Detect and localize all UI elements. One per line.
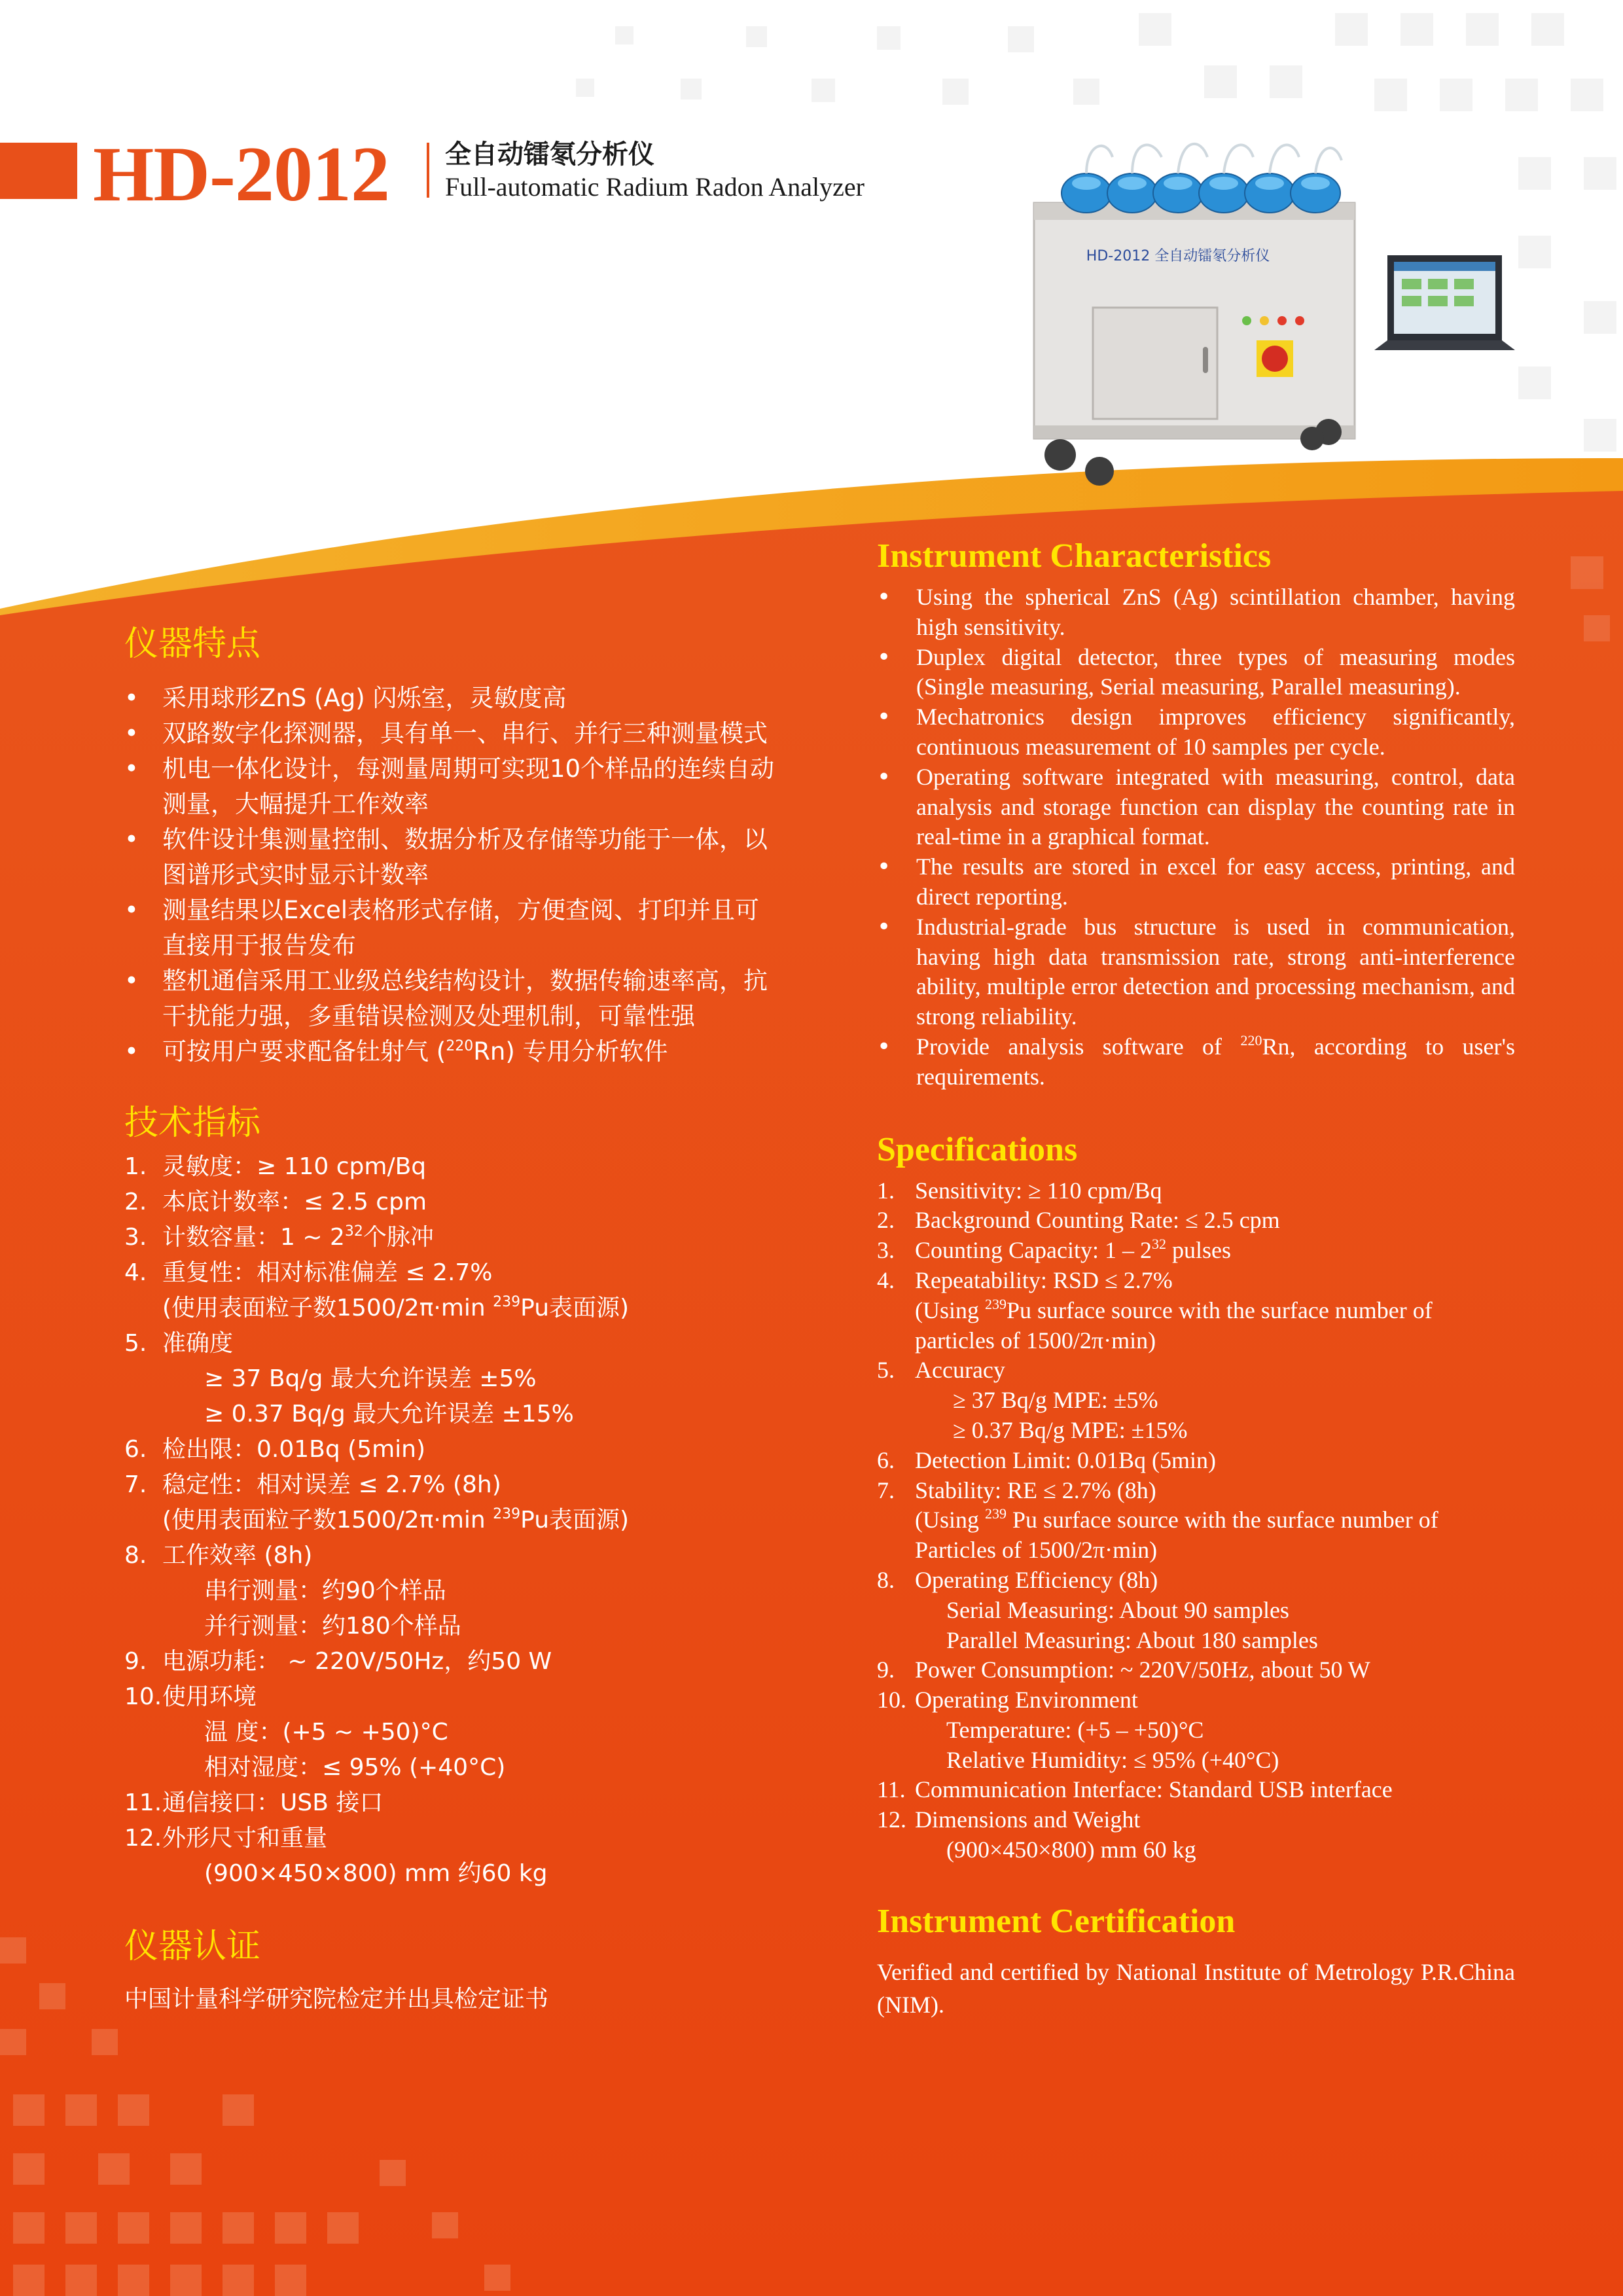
item-number: 1. [124,1153,147,1180]
spec-text: 稳定性：相对误差 ≤ 2.7% (8h) [162,1471,501,1498]
spec-subitem: ≥ 0.37 Bq/g 最大允许误差 ±15% [204,1401,574,1427]
certification-text-en: Verified and certified by National Institute of Metrology P.R.China (NIM). [877,1958,1515,2018]
spec-subitem: Parallel Measuring: About 180 samples [946,1626,1318,1653]
feature-item: • Using the spherical ZnS (Ag) scintillation chamber, having high sensitivity. [877,583,1515,643]
spec-text: Stability: RE ≤ 2.7% (8h) [915,1477,1156,1503]
item-number: 10. [877,1687,906,1713]
spec-item [877,1446,1515,1476]
spec-text: (使用表面粒子数1500/2π·min [162,1507,493,1534]
spec-subitem: (900×450×800) mm 约60 kg [204,1860,548,1887]
product-title-zh: 全自动镭氡分析仪 [445,139,654,170]
spec-item [877,1566,1515,1596]
item-number: 2. [877,1207,895,1234]
item-number: 11. [124,1789,162,1816]
spec-subitem: 并行测量：约180个样品 [204,1613,461,1640]
spec-item [124,1432,779,1467]
product-label: HD-2012 全自动镭氡分析仪 [1086,248,1270,264]
spec-text: pulses [1166,1237,1231,1264]
item-number: 11. [877,1776,906,1803]
certification-heading-zh: 仪器认证 [124,1927,261,1966]
spec-subitem: 串行测量：约90个样品 [204,1577,446,1604]
item-number: 8. [877,1566,895,1593]
spec-text: Operating Environment [915,1687,1138,1713]
feature-item: • Duplex digital detector, three types of measuring modes (Single measuring, Serial measuring, Parallel measuring). [877,643,1515,703]
features-list-zh [124,681,779,1069]
specs-list-en [877,1176,1515,1865]
text-part: Rn) 专用分析软件 [473,1037,668,1066]
spec-item [124,1785,779,1821]
text-part: Rn, according to user's requirements. [916,1033,1515,1090]
superscript: 220 [1240,1031,1262,1049]
spec-note: Particles of 1500/2π·min) [915,1537,1158,1564]
spec-item [877,1355,1515,1386]
feature-item: • 整机通信采用工业级总线结构设计，数据传输速率高，抗干扰能力强，多重错误检测及处理机制，可靠性强 [124,963,779,1034]
spec-text: Background Counting Rate: ≤ 2.5 cpm [915,1207,1280,1234]
product-photo [1021,131,1531,497]
specs-heading-en: Specifications [877,1130,1078,1168]
feature-item: • The results are stored in excel for easy access, printing, and direct reporting. [877,852,1515,912]
item-number: 3. [877,1237,895,1264]
spec-text: 重复性：相对标准偏差 ≤ 2.7% [162,1259,493,1286]
item-number: 5. [124,1330,147,1357]
spec-text: 使用环境 [162,1683,257,1710]
feature-item: • 机电一体化设计，每测量周期可实现10个样品的连续自动测量，大幅提升工作效率 [124,751,779,822]
spec-text: 工作效率 (8h) [162,1542,313,1569]
item-number: 4. [877,1266,895,1293]
item-number: 10. [124,1683,162,1710]
spec-subitem: ≥ 37 Bq/g 最大允许误差 ±5% [204,1365,537,1392]
spec-text: Communication Interface: Standard USB interface [915,1776,1393,1803]
feature-item: • 软件设计集测量控制、数据分析及存储等功能于一体，以图谱形式实时显示计数率 [124,822,779,893]
chinese-column [124,618,779,2017]
specs-list-zh [124,1149,779,1892]
spec-text: 计数容量：1 ~ 2 [162,1224,345,1251]
spec-text: Pu表面源) [520,1507,630,1534]
feature-item: • Mechatronics design improves efficiency significantly, continuous measurement of 10 samples per cycle. [877,702,1515,762]
spec-note [877,1505,1515,1535]
spec-subitem: Relative Humidity: ≤ 95% (+40°C) [946,1746,1279,1773]
item-number: 7. [124,1471,147,1498]
spec-item [877,1176,1515,1206]
item-number: 9. [124,1648,147,1675]
spec-text: (Using [915,1297,985,1323]
item-number: 12. [877,1806,906,1833]
spec-text: Pu surface source with the surface number of [1007,1507,1438,1534]
spec-note [124,1291,779,1326]
spec-text: 个脉冲 [363,1224,434,1251]
spec-item [124,1821,779,1856]
spec-item [124,1538,779,1573]
features-heading-en: Instrument Characteristics [877,537,1272,575]
superscript: 32 [344,1223,363,1240]
specs-heading-zh: 技术指标 [124,1103,261,1143]
spec-subitem: ≥ 0.37 Bq/g MPE: ±15% [953,1416,1188,1443]
feature-item: • 采用球形ZnS (Ag) 闪烁室，灵敏度高 [124,681,779,716]
feature-item: • Industrial-grade bus structure is used in communication, having high data transmission rate, strong anti-interference ability, multiple error detection and processing mechanism, and strong reliability. [877,912,1515,1032]
spec-text: Dimensions and Weight [915,1806,1141,1833]
model-number: HD-2012 [93,130,389,217]
spec-text: Counting Capacity: 1 – 2 [915,1237,1152,1264]
features-heading-zh: 仪器特点 [124,624,261,664]
english-column [877,530,1515,2021]
spec-item [124,1326,779,1361]
spec-item [877,1775,1515,1805]
spec-item [124,1467,779,1503]
text-part: 可按用户要求配备钍射气 ( [162,1037,446,1066]
spec-note [124,1503,779,1538]
spec-item [124,1644,779,1679]
item-number: 7. [877,1477,895,1503]
spec-text: 本底计数率：≤ 2.5 cpm [162,1189,427,1215]
item-number: 3. [124,1224,147,1251]
feature-item: • 双路数字化探测器，具有单一、串行、并行三种测量模式 [124,716,779,751]
spec-item [877,1206,1515,1236]
spec-text: (使用表面粒子数1500/2π·min [162,1295,493,1321]
spec-item [877,1655,1515,1685]
spec-note: particles of 1500/2π·min) [915,1327,1156,1354]
spec-item [877,1805,1515,1835]
item-number: 8. [124,1542,147,1569]
spec-text: 灵敏度：≥ 110 cpm/Bq [162,1153,427,1180]
certification-heading-en: Instrument Certification [877,1902,1236,1940]
spec-item [877,1266,1515,1296]
superscript: 239 [985,1505,1007,1522]
spec-subitem: 相对湿度：≤ 95% (+40°C) [204,1754,506,1781]
spec-subitem: Serial Measuring: About 90 samples [946,1596,1289,1623]
feature-item [124,1034,779,1069]
item-number: 4. [124,1259,147,1286]
spec-item [124,1679,779,1715]
text-part: Provide analysis software of [916,1033,1241,1060]
spec-subitem: (900×450×800) mm 60 kg [946,1837,1196,1863]
spec-text: Operating Efficiency (8h) [915,1566,1158,1593]
spec-text: Repeatability: RSD ≤ 2.7% [915,1266,1173,1293]
spec-subitem: 温 度：(+5 ~ +50)°C [204,1719,448,1746]
item-number: 5. [877,1357,895,1384]
spec-item [124,1255,779,1291]
superscript: 220 [446,1038,474,1054]
superscript: 239 [985,1295,1007,1312]
header-accent-block [0,143,77,199]
feature-item: • Operating software integrated with measuring, control, data analysis and storage function can display the counting rate in real-time in a graphical format. [877,762,1515,852]
item-number: 6. [877,1446,895,1473]
spec-text: Accuracy [915,1357,1005,1384]
feature-item: • 测量结果以Excel表格形式存储，方便查阅、打印并且可直接用于报告发布 [124,893,779,963]
superscript: 32 [1151,1236,1166,1253]
spec-text: Sensitivity: ≥ 110 cpm/Bq [915,1177,1162,1204]
spec-text: 准确度 [162,1330,234,1357]
spec-text: 通信接口：USB 接口 [162,1789,383,1816]
item-number: 1. [877,1177,895,1204]
spec-text: 外形尺寸和重量 [162,1825,328,1852]
spec-text: Power Consumption: ~ 220V/50Hz, about 50 W [915,1657,1370,1683]
spec-text: (Using [915,1507,985,1534]
superscript: 239 [493,1506,521,1522]
product-title-en: Full-automatic Radium Radon Analyzer [445,172,865,202]
certification-text-zh: 中国计量科学研究院检定并出具检定证书 [124,1986,549,2013]
title-divider [427,143,429,198]
spec-note [877,1296,1515,1326]
features-list-en [877,583,1515,1092]
item-number: 2. [124,1189,147,1215]
spec-text: Pu表面源) [520,1295,630,1321]
spec-item [124,1220,779,1255]
spec-text: Pu surface source with the surface number of [1007,1297,1433,1323]
spec-subitem: ≥ 37 Bq/g MPE: ±5% [953,1387,1158,1414]
spec-item [877,1685,1515,1715]
spec-item [124,1149,779,1185]
superscript: 239 [493,1294,521,1310]
item-number: 6. [124,1436,147,1463]
spec-text: 检出限：0.01Bq (5min) [162,1436,426,1463]
spec-item [124,1185,779,1220]
spec-item [877,1476,1515,1506]
feature-item [877,1032,1515,1092]
item-number: 9. [877,1657,895,1683]
spec-subitem: Temperature: (+5 – +50)°C [946,1716,1204,1743]
item-number: 12. [124,1825,162,1852]
spec-item [877,1236,1515,1266]
spec-text: Detection Limit: 0.01Bq (5min) [915,1446,1216,1473]
spec-text: 电源功耗： ~ 220V/50Hz，约50 W [162,1648,552,1675]
